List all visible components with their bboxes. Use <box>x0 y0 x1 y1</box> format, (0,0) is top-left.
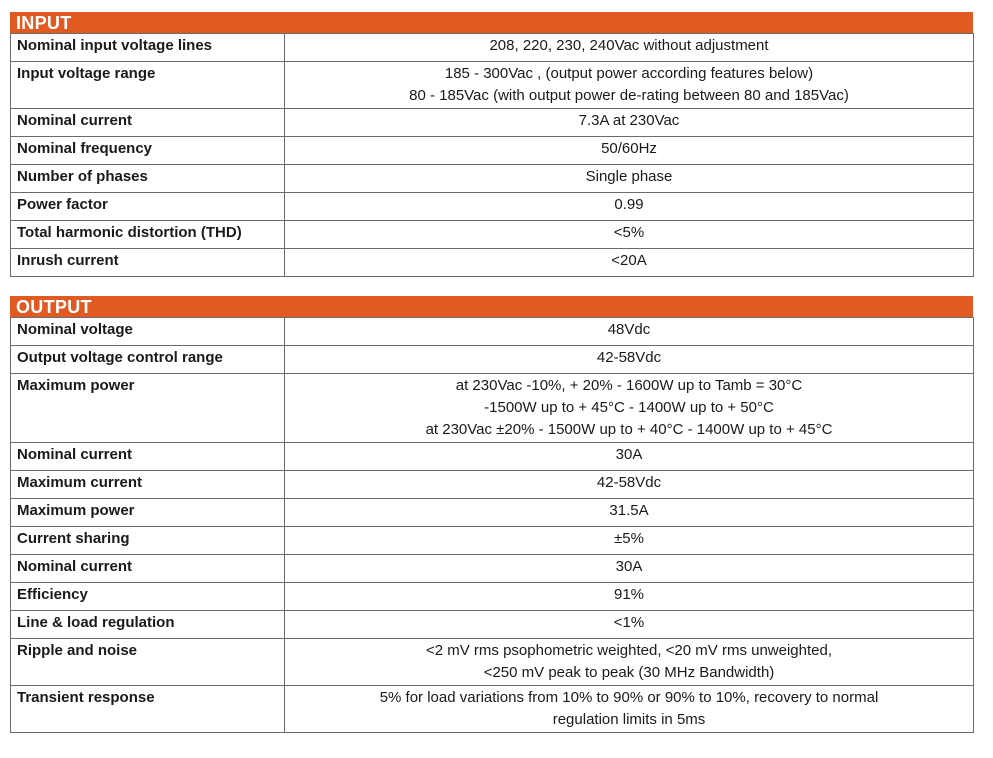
spec-value <box>285 583 974 611</box>
spec-value <box>285 346 974 374</box>
spec-table-body <box>11 318 974 733</box>
spec-value <box>285 34 974 62</box>
spec-value-line: 30A <box>615 558 643 575</box>
spec-value <box>285 639 974 686</box>
spec-value <box>285 611 974 639</box>
spec-label: Nominal current <box>11 443 285 471</box>
spec-value-line: at 230Vac -10%, + 20% - 1600W up to Tamb = 30°C <box>455 377 803 394</box>
spec-value <box>285 374 974 443</box>
table-row <box>11 137 974 165</box>
table-row <box>11 221 974 249</box>
spec-label: Line & load regulation <box>11 611 285 639</box>
spec-value-line: Single phase <box>585 168 673 185</box>
section-title: INPUT <box>10 12 973 33</box>
spec-label: Maximum power <box>11 499 285 527</box>
spec-value-line: <2 mV rms psophometric weighted, <20 mV rms unweighted, <box>425 642 833 659</box>
spec-value-line: 48Vdc <box>607 321 651 338</box>
spec-value <box>285 109 974 137</box>
spec-value-line: 5% for load variations from 10% to 90% or 90% to 10%, recovery to normal <box>379 689 879 706</box>
spec-value <box>285 221 974 249</box>
spec-value <box>285 555 974 583</box>
spec-value <box>285 499 974 527</box>
table-row <box>11 686 974 733</box>
spec-label: Number of phases <box>11 165 285 193</box>
spec-label: Maximum current <box>11 471 285 499</box>
spec-value-line: 185 - 300Vac , (output power according features below) <box>444 65 814 82</box>
spec-label: Input voltage range <box>11 62 285 109</box>
section-title: OUTPUT <box>10 296 973 317</box>
table-row <box>11 639 974 686</box>
table-row <box>11 62 974 109</box>
spec-label: Efficiency <box>11 583 285 611</box>
output-section <box>10 296 973 733</box>
spec-value-line: 50/60Hz <box>601 140 657 157</box>
table-row <box>11 499 974 527</box>
spec-value <box>285 527 974 555</box>
spec-value-line: 7.3A at 230Vac <box>578 112 680 129</box>
spec-value <box>285 137 974 165</box>
table-row <box>11 193 974 221</box>
spec-label: Nominal input voltage lines <box>11 34 285 62</box>
table-row <box>11 374 974 443</box>
spec-label: Inrush current <box>11 249 285 277</box>
spec-value-line: 31.5A <box>609 502 649 519</box>
spec-value-line: <20A <box>611 252 647 269</box>
spec-table <box>10 33 974 277</box>
table-row <box>11 346 974 374</box>
spec-value-line: 42-58Vdc <box>596 349 662 366</box>
spec-value-line: ±5% <box>614 530 644 547</box>
spec-value-line: 91% <box>613 586 645 603</box>
table-row <box>11 527 974 555</box>
table-row <box>11 443 974 471</box>
spec-value-line: 0.99 <box>614 196 644 213</box>
spec-value-line: <250 mV peak to peak (30 MHz Bandwidth) <box>483 664 775 681</box>
spec-value-line: <5% <box>613 224 645 241</box>
spec-value <box>285 443 974 471</box>
spec-value-line: <1% <box>613 614 645 631</box>
spec-label: Nominal frequency <box>11 137 285 165</box>
spec-table-body <box>11 34 974 277</box>
spec-label: Nominal current <box>11 555 285 583</box>
table-row <box>11 109 974 137</box>
spec-table <box>10 317 974 733</box>
table-row <box>11 165 974 193</box>
spec-value <box>285 686 974 733</box>
spec-label: Nominal voltage <box>11 318 285 346</box>
spec-label: Transient response <box>11 686 285 733</box>
spec-label: Current sharing <box>11 527 285 555</box>
spec-label: Output voltage control range <box>11 346 285 374</box>
table-row <box>11 318 974 346</box>
spec-value-line: regulation limits in 5ms <box>552 711 706 728</box>
spec-label: Nominal current <box>11 109 285 137</box>
spec-value <box>285 318 974 346</box>
spec-value <box>285 62 974 109</box>
spec-label: Power factor <box>11 193 285 221</box>
spec-value-line: 208, 220, 230, 240Vac without adjustment <box>489 37 769 54</box>
table-row <box>11 249 974 277</box>
spec-label: Maximum power <box>11 374 285 443</box>
spec-label: Ripple and noise <box>11 639 285 686</box>
input-section <box>10 12 973 277</box>
spec-value <box>285 165 974 193</box>
spec-value-line: 42-58Vdc <box>596 474 662 491</box>
table-row <box>11 583 974 611</box>
spec-value-line: 30A <box>615 446 643 463</box>
spec-value <box>285 193 974 221</box>
spec-value-line: at 230Vac ±20% - 1500W up to + 40°C - 1400W up to + 45°C <box>425 421 833 438</box>
spec-value-line: -1500W up to + 45°C - 1400W up to + 50°C <box>484 399 774 416</box>
spec-value-line: 80 - 185Vac (with output power de-rating between 80 and 185Vac) <box>409 87 849 104</box>
table-row <box>11 34 974 62</box>
table-row <box>11 611 974 639</box>
spec-value <box>285 249 974 277</box>
table-row <box>11 471 974 499</box>
spec-label: Total harmonic distortion (THD) <box>11 221 285 249</box>
spec-value <box>285 471 974 499</box>
table-row <box>11 555 974 583</box>
